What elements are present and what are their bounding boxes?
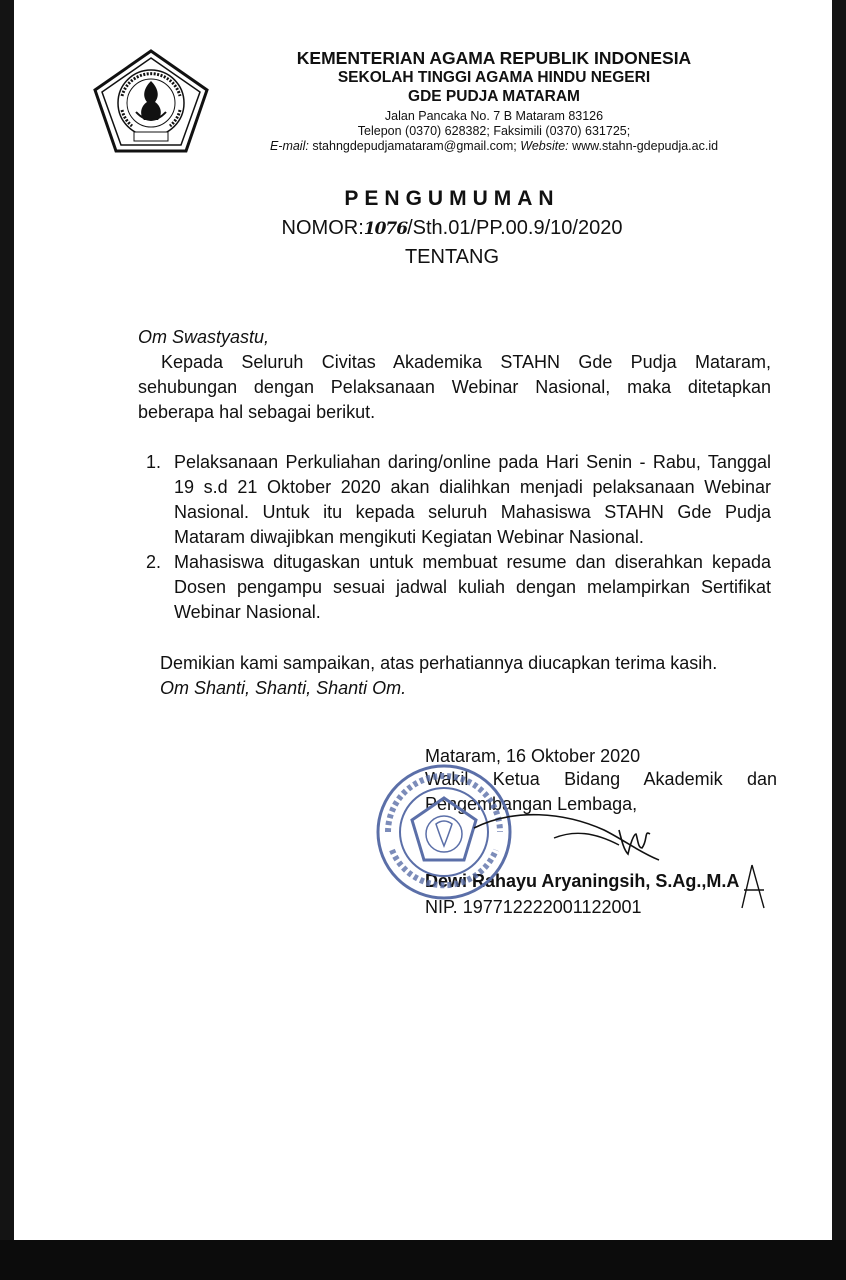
signer-role-line2: Pengembangan Lembaga, — [425, 794, 638, 814]
website-label: Website: — [520, 139, 569, 153]
document-subtitle: TENTANG — [404, 246, 500, 268]
signer-role-line1: Wakil Ketua Bidang Akademik dan — [425, 769, 777, 789]
announcement-list — [138, 450, 771, 625]
document-title: PENGUMUMAN — [344, 187, 560, 210]
document-number — [232, 217, 672, 240]
handwritten-signature — [454, 790, 774, 920]
website-url: www.stahn-gdepudja.ac.id — [568, 139, 719, 153]
school-name-line2: GDE PUDJA MATARAM — [408, 88, 580, 105]
email-address: stahngdepudjamataram@gmail.com; — [308, 139, 521, 153]
list-item-number: 1. — [146, 452, 162, 472]
list-item-number: 2. — [146, 552, 162, 572]
bottom-bar — [0, 1240, 846, 1280]
address: Jalan Pancaka No. 7 B Mataram 83126 — [384, 109, 604, 123]
ministry-name: KEMENTERIAN AGAMA REPUBLIK INDONESIA — [296, 48, 692, 68]
closing-salutation: Om Shanti, Shanti, Shanti Om. — [160, 678, 407, 698]
list-item — [138, 550, 771, 625]
handwritten-number: 1076 — [363, 219, 408, 239]
intro-paragraph: Kepada Seluruh Civitas Akademika STAHN Gde Pudja Mataram, sehubungan dengan Pelaksanaan Webinar Nasional, maka ditetapkan beberapa hal sebagai berikut. — [138, 352, 771, 422]
list-item-text: Mahasiswa ditugaskan untuk membuat resume dan diserahkan kepada Dosen pengampu sesuai jadwal kuliah dengan melampirkan Sertifikat Webinar Nasional. — [174, 552, 771, 622]
email-label: E-mail: — [269, 139, 309, 153]
number-suffix: /Sth.01/PP.00.9/10/2020 — [407, 217, 623, 239]
letter-page — [14, 0, 832, 1240]
place-date: Mataram, 16 Oktober 2020 — [425, 746, 641, 766]
phone-fax: Telepon (0370) 628382; Faksimili (0370) 631725; — [357, 124, 631, 138]
contact-line — [214, 139, 774, 153]
school-name-line1: SEKOLAH TINGGI AGAMA HINDU NEGERI — [337, 69, 651, 86]
list-item — [138, 450, 771, 550]
greeting: Om Swastyastu, — [138, 327, 270, 347]
signer-nip: NIP. 197712222001122001 — [425, 897, 642, 917]
signer-name: Dewi Rahayu Aryaningsih, S.Ag.,M.A — [425, 871, 740, 891]
closing-sentence: Demikian kami sampaikan, atas perhatiannya diucapkan terima kasih. — [160, 653, 718, 673]
institution-logo — [92, 48, 210, 154]
list-item-text: Pelaksanaan Perkuliahan daring/online pada Hari Senin - Rabu, Tanggal 19 s.d 21 Oktober 2020 akan dialihkan menjadi pelaksanaan Webinar Nasional. Untuk itu kepada seluruh Mahasiswa STAHN Gde Pudja Mataram diwajibkan mengikuti Kegiatan Webinar Nasional. — [174, 452, 771, 547]
number-prefix: NOMOR: — [281, 217, 364, 239]
